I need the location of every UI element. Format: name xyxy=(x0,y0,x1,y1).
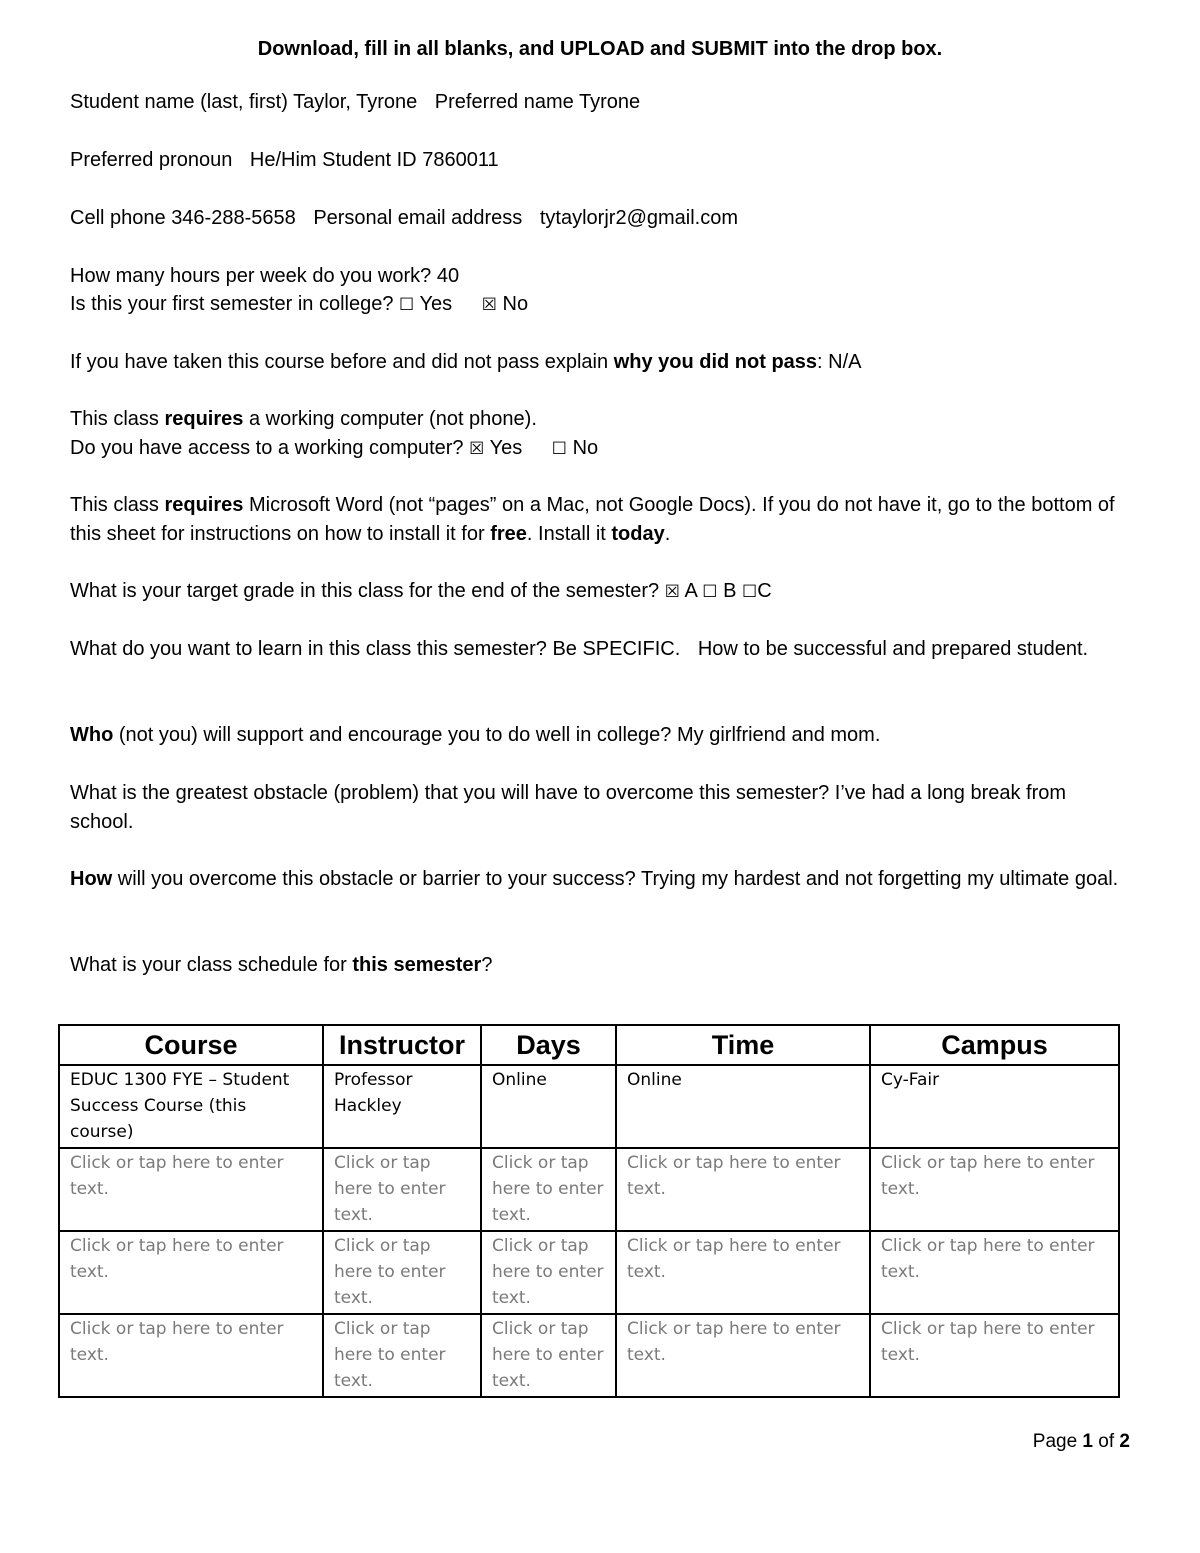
campus-cell[interactable]: Click or tap here to enter text. xyxy=(870,1314,1119,1397)
course-cell[interactable]: Click or tap here to enter text. xyxy=(59,1231,323,1314)
hours-label: How many hours per week do you work? xyxy=(70,265,432,287)
grade-a-checkbox[interactable]: ☒ xyxy=(664,582,680,602)
time-cell[interactable]: Click or tap here to enter text. xyxy=(616,1148,870,1231)
table-row xyxy=(59,1065,1119,1148)
computer-req-suffix: a working computer (not phone). xyxy=(243,408,537,430)
retake-label: If you have taken this course before and did not pass explain xyxy=(70,351,614,373)
grade-line xyxy=(70,577,772,607)
learn-field[interactable]: How to be successful and prepared student. xyxy=(697,638,1089,660)
overcome-paragraph xyxy=(70,865,1120,894)
computer-req-bold: requires xyxy=(164,408,244,430)
hours-field[interactable]: 40 xyxy=(436,265,460,287)
email-label: Personal email address xyxy=(313,207,523,229)
overcome-label: will you overcome this obstacle or barrier to your success? xyxy=(112,868,636,890)
grade-a-label: A xyxy=(684,580,697,602)
word-text-2: Microsoft Word (not “pages” on a Mac, not Google Docs). If you do not have it, go to the bottom of this sheet for instructions on how to install it for xyxy=(70,494,1115,545)
table-row xyxy=(59,1148,1119,1231)
word-bold-today: today xyxy=(611,523,665,545)
student-name-field[interactable]: Taylor, Tyrone xyxy=(293,91,418,113)
obstacle-paragraph xyxy=(70,779,1120,837)
first-semester-yes-checkbox[interactable]: ☐ xyxy=(399,295,415,315)
support-field[interactable]: My girlfriend and mom. xyxy=(677,724,881,746)
campus-cell[interactable]: Click or tap here to enter text. xyxy=(870,1148,1119,1231)
support-label: (not you) will support and encourage you to do well in college? xyxy=(113,724,672,746)
first-semester-yes-label: Yes xyxy=(419,293,453,315)
page-title: Download, fill in all blanks, and UPLOAD and SUBMIT into the drop box. xyxy=(257,38,943,60)
pronoun-field[interactable]: He/Him xyxy=(249,149,317,171)
computer-requirement-line xyxy=(70,405,537,434)
learn-label: What do you want to learn in this class this semester? Be SPECIFIC. xyxy=(70,638,681,660)
student-name-line xyxy=(70,88,640,117)
contact-line xyxy=(70,204,738,233)
header-time: Time xyxy=(616,1025,870,1065)
schedule-prompt-text: What is your class schedule for xyxy=(70,954,353,976)
retake-line xyxy=(70,348,862,377)
time-cell[interactable]: Online xyxy=(616,1065,870,1148)
computer-access-line xyxy=(70,434,598,464)
word-text-3: . Install it xyxy=(526,523,612,545)
support-bold: Who xyxy=(70,724,114,746)
overcome-field[interactable]: Trying my hardest and not forgetting my ultimate goal. xyxy=(640,868,1119,890)
schedule-prompt-suffix: ? xyxy=(481,954,493,976)
page-word: Page xyxy=(1032,1431,1078,1452)
of-word: of xyxy=(1098,1431,1115,1452)
word-requirement-paragraph xyxy=(70,491,1120,549)
grade-c-label: C xyxy=(757,580,772,602)
computer-access-label: Do you have access to a working computer? xyxy=(70,437,464,459)
computer-no-label: No xyxy=(572,437,599,459)
grade-b-checkbox[interactable]: ☐ xyxy=(702,582,718,602)
first-semester-line xyxy=(70,290,528,320)
pronoun-line xyxy=(70,146,499,175)
obstacle-label: What is the greatest obstacle (problem) that you will have to overcome this semester? xyxy=(70,782,830,804)
schedule-prompt-bold: this semester xyxy=(352,954,482,976)
grade-b-label: B xyxy=(723,580,737,602)
instructor-cell[interactable]: Click or tap here to enter text. xyxy=(323,1231,481,1314)
course-cell[interactable]: Click or tap here to enter text. xyxy=(59,1314,323,1397)
first-semester-no-label: No xyxy=(502,293,529,315)
campus-cell[interactable]: Click or tap here to enter text. xyxy=(870,1231,1119,1314)
header-days: Days xyxy=(481,1025,616,1065)
preferred-name-label: Preferred name xyxy=(434,91,574,113)
schedule-table xyxy=(58,1024,1120,1398)
obstacle-field[interactable]: I’ve had a long break from school. xyxy=(70,782,1067,833)
first-semester-no-checkbox[interactable]: ☒ xyxy=(481,295,497,315)
instructor-cell[interactable]: Click or tap here to enter text. xyxy=(323,1148,481,1231)
word-text-1: This class xyxy=(70,494,165,516)
computer-yes-checkbox[interactable]: ☒ xyxy=(469,439,485,459)
retake-field[interactable]: N/A xyxy=(828,351,862,373)
page-total: 2 xyxy=(1119,1431,1130,1452)
cell-phone-field[interactable]: 346-288-5658 xyxy=(171,207,296,229)
table-row xyxy=(59,1314,1119,1397)
support-paragraph xyxy=(70,721,1120,750)
student-name-label: Student name (last, first) xyxy=(70,91,288,113)
computer-req-text: This class xyxy=(70,408,165,430)
preferred-name-field[interactable]: Tyrone xyxy=(578,91,641,113)
days-cell[interactable]: Click or tap here to enter text. xyxy=(481,1314,616,1397)
overcome-bold: How xyxy=(70,868,113,890)
computer-no-checkbox[interactable]: ☐ xyxy=(551,439,568,459)
grade-label: What is your target grade in this class for the end of the semester? xyxy=(70,580,660,602)
retake-colon: : xyxy=(817,351,823,373)
header-campus: Campus xyxy=(870,1025,1119,1065)
retake-label-bold: why you did not pass xyxy=(613,351,818,373)
days-cell[interactable]: Online xyxy=(481,1065,616,1148)
page-current: 1 xyxy=(1082,1431,1093,1452)
table-header-row xyxy=(59,1025,1119,1065)
grade-c-checkbox[interactable]: ☐ xyxy=(741,582,758,602)
computer-yes-label: Yes xyxy=(489,437,523,459)
course-cell[interactable]: Click or tap here to enter text. xyxy=(59,1148,323,1231)
word-bold-free: free xyxy=(490,523,527,545)
cell-phone-label: Cell phone xyxy=(70,207,166,229)
hours-line xyxy=(70,262,459,291)
pronoun-label: Preferred pronoun xyxy=(70,149,233,171)
student-id-label: Student ID xyxy=(322,149,417,171)
course-cell[interactable]: EDUC 1300 FYE – Student Success Course (this course) xyxy=(59,1065,323,1148)
page-number xyxy=(1033,1431,1130,1453)
instructor-cell[interactable]: Click or tap here to enter text. xyxy=(323,1314,481,1397)
header-instructor: Instructor xyxy=(323,1025,481,1065)
email-field[interactable]: tytaylorjr2@gmail.com xyxy=(539,207,738,229)
time-cell[interactable]: Click or tap here to enter text. xyxy=(616,1231,870,1314)
days-cell[interactable]: Click or tap here to enter text. xyxy=(481,1231,616,1314)
header-course: Course xyxy=(59,1025,323,1065)
campus-cell[interactable]: Cy-Fair xyxy=(870,1065,1119,1148)
word-text-4: . xyxy=(664,523,671,545)
instructor-cell[interactable]: Professor Hackley xyxy=(323,1065,481,1148)
schedule-prompt xyxy=(70,951,492,980)
first-semester-label: Is this your first semester in college? xyxy=(70,293,394,315)
table-row xyxy=(59,1231,1119,1314)
days-cell[interactable]: Click or tap here to enter text. xyxy=(481,1148,616,1231)
student-id-field[interactable]: 7860011 xyxy=(422,149,499,171)
learn-paragraph xyxy=(70,635,1120,664)
word-bold-requires: requires xyxy=(164,494,244,516)
time-cell[interactable]: Click or tap here to enter text. xyxy=(616,1314,870,1397)
